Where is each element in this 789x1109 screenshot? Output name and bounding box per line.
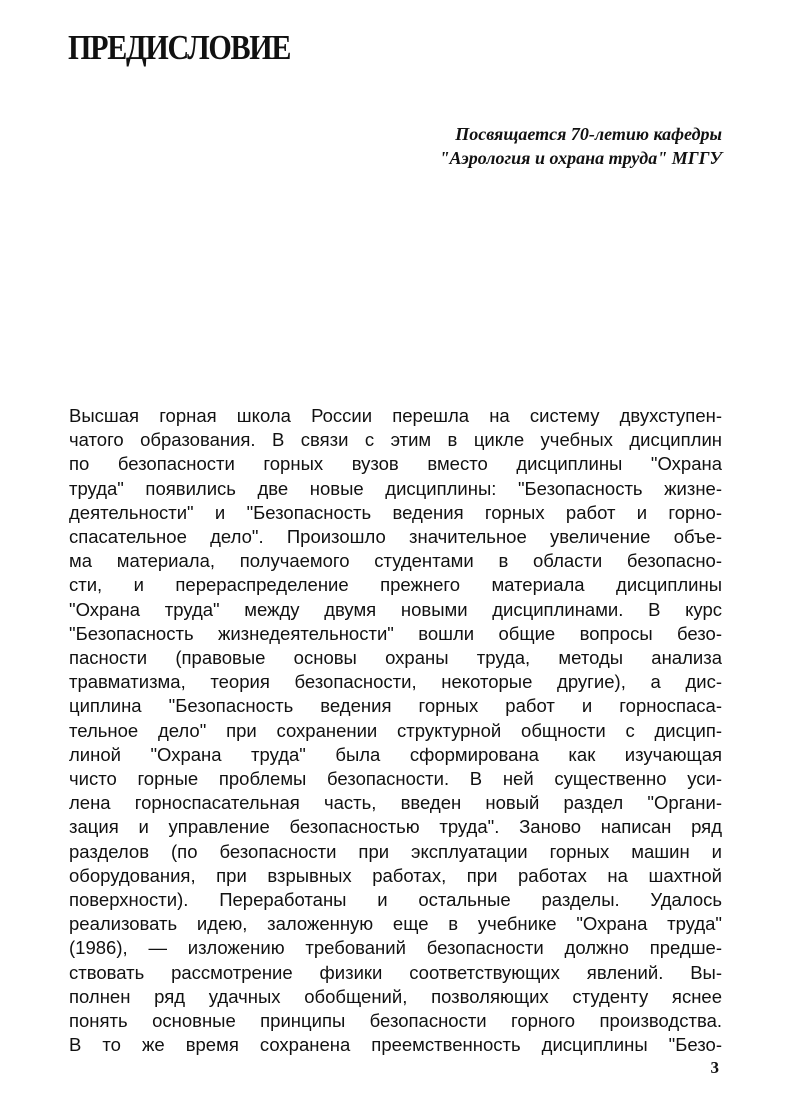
page-number: 3 [710,1058,719,1077]
text-line: сти, и перераспределение прежнего материала дисциплины [69,574,722,596]
text-line: ствовать рассмотрение физики соответствующих явлений. Вы- [69,961,722,983]
text-line: спасательное дело". Произошло значительное увеличение объе- [69,526,722,548]
dedication-line-1: Посвящается 70-летию кафедры [455,124,722,144]
dedication-line-2: "Аэрология и охрана труда" МГГУ [439,148,722,168]
text-line: разделов (по безопасности при эксплуатации горных машин и [69,840,722,862]
text-line: деятельности" и "Безопасность ведения горных работ и горно- [69,501,722,523]
text-line: лена горноспасательная часть, введен новый раздел "Органи- [69,792,722,814]
text-line: труда" появились две новые дисциплины: "Безопасность жизне- [69,477,722,499]
text-line: (1986), — изложению требований безопасности должно предше- [69,937,722,959]
body-text [69,404,722,1057]
text-line: "Безопасность жизнедеятельности" вошли общие вопросы безо- [69,622,722,644]
text-line: по безопасности горных вузов вместо дисциплины "Охрана [69,453,722,475]
text-line: Высшая горная школа России перешла на систему двухступен- [69,405,722,426]
text-line: тельное дело" при сохранении структурной общности с дисцип- [69,719,722,741]
text-line: травматизма, теория безопасности, некоторые другие), а дис- [69,671,722,693]
text-line: полнен ряд удачных обобщений, позволяющих студенту яснее [69,985,722,1007]
dedication [440,122,722,170]
text-line: зация и управление безопасностью труда". Заново написан ряд [69,816,722,838]
text-line: циплина "Безопасность ведения горных работ и горноспаса- [69,695,722,717]
text-line: реализовать идею, заложенную еще в учебнике "Охрана труда" [69,913,722,935]
text-line: ма материала, получаемого студентами в области безопасно- [69,550,722,572]
text-line: чатого образования. В связи с этим в цикле учебных дисциплин [69,429,722,451]
text-line: чисто горные проблемы безопасности. В ней существенно уси- [69,768,722,790]
text-line: "Охрана труда" между двумя новыми дисциплинами. В курс [69,598,722,620]
text-line: поверхности). Переработаны и остальные разделы. Удалось [69,889,722,911]
text-line: пасности (правовые основы охраны труда, методы анализа [69,647,722,669]
text-line: В то же время сохранена преемственность дисциплины "Безо- [69,1034,722,1056]
text-line: линой "Охрана труда" была сформирована как изучающая [69,743,722,765]
text-line: понять основные принципы безопасности горного производства. [69,1010,722,1032]
text-line: оборудования, при взрывных работах, при работах на шахтной [69,864,722,886]
page-heading: ПРЕДИСЛОВИЕ [68,28,291,67]
